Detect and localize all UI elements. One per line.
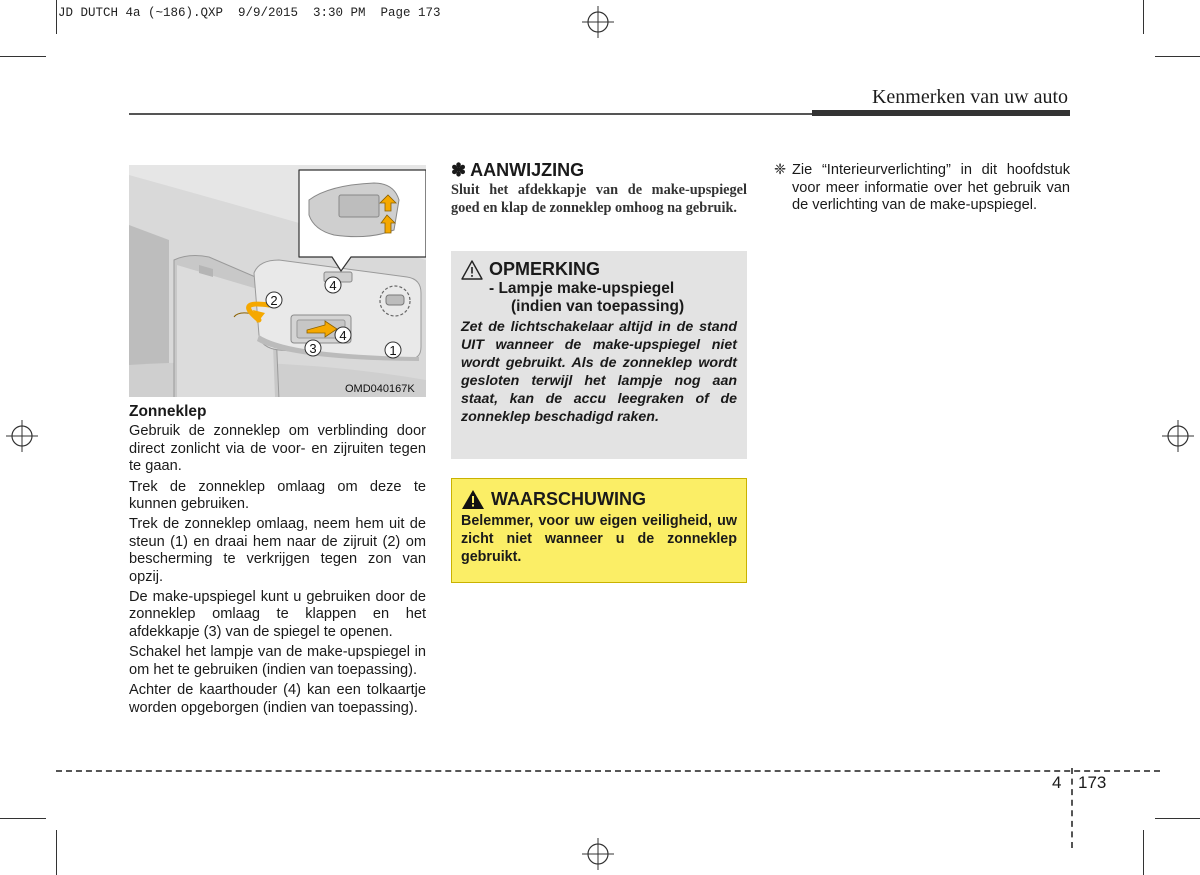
crop-mark [1143, 0, 1144, 34]
warning-heading [461, 489, 737, 510]
registration-mark-icon [582, 6, 614, 38]
crop-mark [0, 818, 46, 819]
notice-title: OPMERKING [489, 259, 601, 279]
footer-rule [56, 770, 1160, 772]
notice-subtitle: - Lampje make-upspiegel [489, 280, 675, 297]
paragraph: Trek de zonneklep omlaag om deze te kunnen gebruiken. [129, 478, 426, 513]
callout-label: 1 [389, 343, 397, 358]
page-number: 173 [1078, 773, 1107, 792]
asterisk-icon: ✽ [451, 160, 467, 180]
warning-triangle-icon [461, 489, 485, 510]
registration-mark-icon [582, 838, 614, 870]
cross-reference-text: Zie “Interieurverlichting” in dit hoofdstuk voor meer informatie over het gebruik van de verlichting van de make-upspiegel. [792, 162, 1070, 214]
print-slug: JD DUTCH 4a (~186).QXP 9/9/2015 3:30 PM Page 173 [58, 6, 441, 20]
chapter-number: 4 [1052, 773, 1062, 792]
figure-code: OMD040167K [345, 383, 415, 395]
callout-label: 3 [309, 341, 317, 356]
page-number-divider [1071, 768, 1073, 848]
asterisk-icon: ❈ [774, 162, 787, 178]
column-3-body [774, 162, 1070, 215]
sun-visor-illustration [129, 165, 426, 397]
registration-mark-icon [1162, 420, 1194, 452]
header-rule-thick [812, 110, 1070, 116]
warning-title: WAARSCHUWING [491, 489, 646, 509]
crop-mark [56, 0, 57, 34]
column-1-body [129, 403, 426, 720]
note-body: Sluit het afdekkapje van de make-upspiegel goed en klap de zonneklep omhoog na gebruik. [451, 182, 747, 216]
note-heading [451, 160, 747, 181]
notice-heading [461, 259, 737, 280]
sun-visor-drawing [129, 165, 426, 397]
paragraph: Trek de zonneklep omlaag, neem hem uit de steun (1) en draai hem naar de zijruit (2) om bescherming te verkrijgen tegen zon van opzij. [129, 516, 426, 585]
callout-label: 4 [329, 278, 337, 293]
caution-triangle-icon [461, 260, 483, 280]
section-title: Kenmerken van uw auto [871, 86, 1068, 108]
note-box [451, 160, 747, 217]
section-heading: Zonneklep [129, 403, 207, 420]
crop-mark [0, 56, 46, 57]
crop-mark [1155, 56, 1200, 57]
paragraph: Gebruik de zonneklep om verblinding door direct zonlicht via de voor- en zijruiten tegen te gaan. [129, 423, 426, 475]
registration-mark-icon [6, 420, 38, 452]
callout-label: 2 [270, 293, 278, 308]
notice-body: Zet de lichtschakelaar altijd in de stand UIT wanneer de make-upspiegel niet wordt gebruikt. Als de zonneklep wordt gesloten terwijl het lampje nog aan staat, kan de accu leegraken of de zonneklep beschadigd raken. [461, 319, 737, 425]
notice-subtitle: (indien van toepassing) [511, 298, 685, 315]
notice-box [451, 251, 747, 459]
header-rule [129, 113, 813, 115]
crop-mark [1143, 830, 1144, 875]
crop-mark [56, 830, 57, 875]
paragraph: Achter de kaarthouder (4) kan een tolkaartje worden opgeborgen (indien van toepassing). [129, 682, 426, 716]
crop-mark [1155, 818, 1200, 819]
paragraph: De make-upspiegel kunt u gebruiken door de zonneklep omlaag te klappen en het afdekkapje (3) van de spiegel te openen. [129, 589, 426, 640]
callout-label: 4 [339, 328, 347, 343]
paragraph: Schakel het lampje van de make-upspiegel in om het te gebruiken (indien van toepassing). [129, 644, 426, 678]
note-title: AANWIJZING [470, 160, 585, 180]
warning-box [451, 478, 747, 583]
warning-body: Belemmer, voor uw eigen veiligheid, uw zicht niet wanneer u de zonneklep gebruikt. [461, 513, 737, 565]
